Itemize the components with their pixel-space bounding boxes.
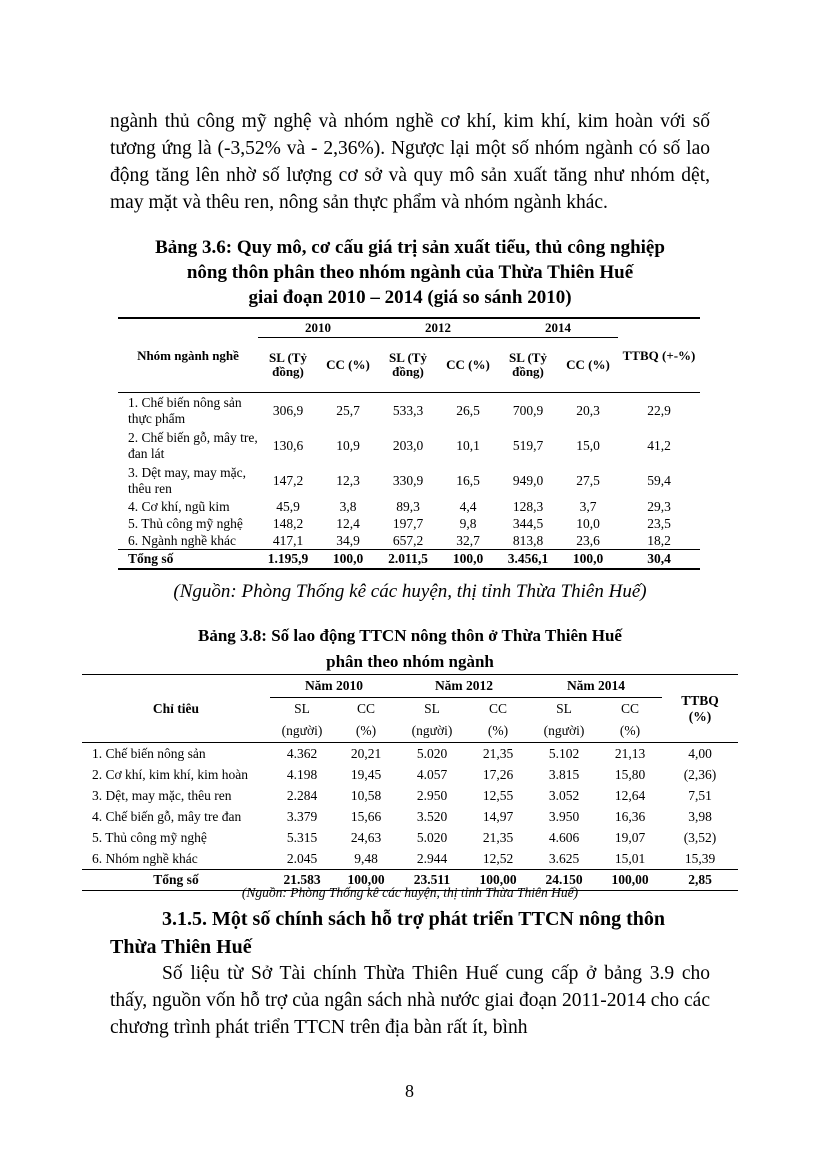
cell: 2.950: [416, 787, 448, 803]
cell: 20,21: [350, 745, 382, 761]
sl-unit: (người): [270, 720, 334, 743]
cell: 148,2: [272, 515, 304, 531]
cell: 100,0: [318, 550, 378, 570]
table-row: [118, 393, 700, 429]
cell: 23,6: [576, 532, 600, 548]
table-3-6-year-header: 2010: [258, 318, 378, 338]
cc-unit: (%): [598, 720, 662, 743]
table-3-8-ttbq-header: [662, 675, 738, 743]
cell: 3.625: [548, 850, 580, 866]
cell: 29,3: [647, 498, 671, 514]
cell: 3.379: [286, 808, 318, 824]
cell: 2.011,5: [378, 550, 438, 570]
table-row: [82, 785, 738, 806]
table-row: [82, 848, 738, 870]
cc-header: CC (%): [438, 338, 498, 393]
cell: 3,8: [339, 498, 357, 514]
sl-unit: (người): [398, 720, 466, 743]
row-label: 6. Ngành nghề khác: [128, 532, 236, 548]
total-label: Tổng số: [118, 550, 258, 570]
table-3-6: [118, 317, 700, 570]
table-3-8-year-header: Năm 2010: [270, 675, 398, 698]
cell: 4.198: [286, 766, 318, 782]
table-row: [118, 532, 700, 550]
section-heading: 3.1.5. Một số chính sách hỗ trợ phát triển TTCN nông thôn Thừa Thiên Huế: [110, 908, 665, 958]
cell: 5.102: [548, 745, 580, 761]
table-row: [118, 463, 700, 498]
ttbq-label: TTBQ: [681, 692, 719, 708]
cell: 12,64: [614, 787, 646, 803]
cell: 3,7: [579, 498, 597, 514]
cell: 25,7: [336, 402, 360, 418]
cell: 15,80: [614, 766, 646, 782]
cell: 100,0: [558, 550, 618, 570]
table-3-8-caption-line1: Bảng 3.8: Số lao động TTCN nông thôn ở Thừa Thiên Huế: [198, 626, 622, 645]
cell: 21,35: [482, 829, 514, 845]
sl-header: SL: [556, 701, 572, 716]
cell: 9,8: [459, 515, 477, 531]
table-3-6-caption-line2: nông thôn phân theo nhóm ngành của Thừa Thiên Huế: [186, 262, 634, 283]
cell: 4.362: [286, 745, 318, 761]
cell: 306,9: [272, 402, 304, 418]
table-3-6-source: (Nguồn: Phòng Thống kê các huyện, thị tỉnh Thừa Thiên Huế): [173, 581, 647, 602]
cell: 5.315: [286, 829, 318, 845]
row-label: 4. Cơ khí, ngũ kim: [128, 498, 230, 514]
sl-header: SL: [424, 701, 440, 716]
cell: 203,0: [392, 437, 424, 453]
table-3-6-caption-line1: Bảng 3.6: Quy mô, cơ cấu giá trị sản xuất tiểu, thủ công nghiệp: [155, 237, 665, 258]
table-3-8-year-header: Năm 2014: [530, 675, 662, 698]
cell: 12,3: [336, 472, 360, 488]
table-3-6-group-header: Nhóm ngành nghề: [118, 318, 258, 393]
cell: 147,2: [272, 472, 304, 488]
cell: 3.815: [548, 766, 580, 782]
cell: 15,66: [350, 808, 382, 824]
row-label: 3. Dệt may, may mặc, thêu ren: [128, 464, 246, 496]
cell: 59,4: [647, 472, 671, 488]
table-3-6-year-header: 2012: [378, 318, 498, 338]
cell: 24,63: [350, 829, 382, 845]
cell: 700,9: [512, 402, 544, 418]
cell: 9,48: [354, 850, 378, 866]
cc-unit: (%): [334, 720, 398, 743]
cc-header: CC: [488, 701, 507, 716]
table-row: [118, 428, 700, 463]
cell: 100,00: [466, 870, 530, 891]
cell: 26,5: [456, 402, 480, 418]
cell: 4.606: [548, 829, 580, 845]
cell: 10,9: [336, 437, 360, 453]
cell: 3.052: [548, 787, 580, 803]
cell: 3.456,1: [498, 550, 558, 570]
cell: 4.057: [416, 766, 448, 782]
cell: 2.944: [416, 850, 448, 866]
cell: 2,85: [662, 870, 738, 891]
table-3-6-year-header: 2014: [498, 318, 618, 338]
cell: 10,1: [456, 437, 480, 453]
cell: 89,3: [396, 498, 420, 514]
table-3-6-caption-line3: giai đoạn 2010 – 2014 (giá so sánh 2010): [248, 287, 572, 308]
cell: 197,7: [392, 515, 424, 531]
table-3-8-source: (Nguồn: Phòng Thống kê các huyện, thị tỉnh Thừa Thiên Huế): [241, 885, 579, 900]
cell: 344,5: [512, 515, 544, 531]
cell: 3.950: [548, 808, 580, 824]
row-label: 1. Chế biến nông sản thực phẩm: [128, 394, 242, 426]
table-total-row: [118, 550, 700, 570]
cell: 2.045: [286, 850, 318, 866]
cell: 34,9: [336, 532, 360, 548]
cell: 15,0: [576, 437, 600, 453]
cell: 14,97: [482, 808, 514, 824]
table-3-6-ttbq-header: TTBQ (+-%): [618, 318, 700, 393]
table-row: [118, 498, 700, 515]
cell: (3,52): [683, 829, 717, 845]
cell: 30,4: [618, 550, 700, 570]
cell: 20,3: [576, 402, 600, 418]
cell: 23.511: [398, 870, 466, 891]
cell: 5.020: [416, 829, 448, 845]
cell: 10,0: [576, 515, 600, 531]
cell: 3,98: [688, 808, 712, 824]
cc-header: CC: [620, 701, 639, 716]
section-paragraph: Số liệu từ Sở Tài chính Thừa Thiên Huế cung cấp ở bảng 3.9 cho thấy, nguồn vốn hỗ trợ của ngân sách nhà nước giai đoạn 2011-2014 cho các chương trình phát triển TTCN trên địa bàn rất ít, bình: [110, 963, 710, 1038]
cell: 19,45: [350, 766, 382, 782]
table-row: [82, 827, 738, 848]
cell: 12,52: [482, 850, 514, 866]
sl-header: SL: [294, 701, 310, 716]
cell: 22,9: [647, 402, 671, 418]
table-3-8-caption-line2: phân theo nhóm ngành: [326, 652, 494, 671]
cell: 4,4: [459, 498, 477, 514]
row-label: 3. Dệt, may mặc, thêu ren: [92, 787, 232, 803]
cell: 15,39: [684, 850, 716, 866]
cell: 18,2: [647, 532, 671, 548]
cell: 128,3: [512, 498, 544, 514]
table-3-8-year-header: Năm 2012: [398, 675, 530, 698]
cell: 19,07: [614, 829, 646, 845]
cc-header: CC: [356, 701, 375, 716]
table-row: [82, 743, 738, 765]
cell: 16,36: [614, 808, 646, 824]
row-label: 6. Nhóm nghề khác: [92, 850, 198, 866]
cell: 5.020: [416, 745, 448, 761]
cell: 100,00: [598, 870, 662, 891]
cell: 21,13: [614, 745, 646, 761]
cell: 23,5: [647, 515, 671, 531]
cell: 41,2: [647, 437, 671, 453]
cell: 519,7: [512, 437, 544, 453]
cell: 2.284: [286, 787, 318, 803]
table-row: [82, 806, 738, 827]
cell: 12,55: [482, 787, 514, 803]
cell: 330,9: [392, 472, 424, 488]
row-label: 4. Chế biến gỗ, mây tre đan: [92, 808, 242, 824]
cell: 3.520: [416, 808, 448, 824]
cell: 100,00: [334, 870, 398, 891]
cell: 12,4: [336, 515, 360, 531]
cc-header: CC (%): [558, 338, 618, 393]
cell: 657,2: [392, 532, 424, 548]
row-label: 1. Chế biến nông sản: [92, 745, 206, 761]
cell: 533,3: [392, 402, 424, 418]
table-row: [82, 764, 738, 785]
row-label: 5. Thủ công mỹ nghệ: [92, 829, 207, 845]
cell: 130,6: [272, 437, 304, 453]
sl-header: SL (Tỷ đồng): [378, 338, 438, 393]
cell: 4,00: [688, 745, 712, 761]
cell: 417,1: [272, 532, 304, 548]
total-label: Tổng số: [82, 870, 270, 891]
cc-header: CC (%): [318, 338, 378, 393]
sl-header: SL (Tỷ đồng): [258, 338, 318, 393]
table-3-8-group-header: Chỉ tiêu: [82, 675, 270, 743]
row-label: 2. Chế biến gỗ, mây tre, đan lát: [128, 429, 258, 461]
ttbq-unit: (%): [688, 708, 712, 724]
cell: 27,5: [576, 472, 600, 488]
intro-paragraph: ngành thủ công mỹ nghệ và nhóm nghề cơ khí, kim khí, kim hoàn với số tương ứng là (-3,52% và - 2,36%). Ngược lại một số nhóm ngành có số lao động tăng lên nhờ số lượng cơ sở và quy mô sản xuất tăng như nhóm dệt, may mặt và thêu ren, nông sản thực phẩm và nhóm ngành khác.: [110, 111, 710, 213]
cell: 7,51: [688, 787, 712, 803]
cell: 21.583: [270, 870, 334, 891]
cell: 949,0: [512, 472, 544, 488]
cell: 24.150: [530, 870, 598, 891]
table-3-8: [82, 674, 738, 891]
table-row: [118, 515, 700, 532]
page-number: 8: [405, 1081, 414, 1101]
row-label: 5. Thủ công mỹ nghệ: [128, 515, 243, 531]
cell: (2,36): [683, 766, 717, 782]
cell: 100,0: [438, 550, 498, 570]
cell: 15,01: [614, 850, 646, 866]
row-label: 2. Cơ khí, kim khí, kim hoàn: [92, 766, 249, 782]
cell: 17,26: [482, 766, 514, 782]
sl-unit: (người): [530, 720, 598, 743]
cell: 10,58: [350, 787, 382, 803]
sl-header: SL (Tỷ đồng): [498, 338, 558, 393]
cc-unit: (%): [466, 720, 530, 743]
cell: 21,35: [482, 745, 514, 761]
cell: 16,5: [456, 472, 480, 488]
cell: 813,8: [512, 532, 544, 548]
cell: 1.195,9: [258, 550, 318, 570]
cell: 32,7: [456, 532, 480, 548]
cell: 45,9: [276, 498, 300, 514]
